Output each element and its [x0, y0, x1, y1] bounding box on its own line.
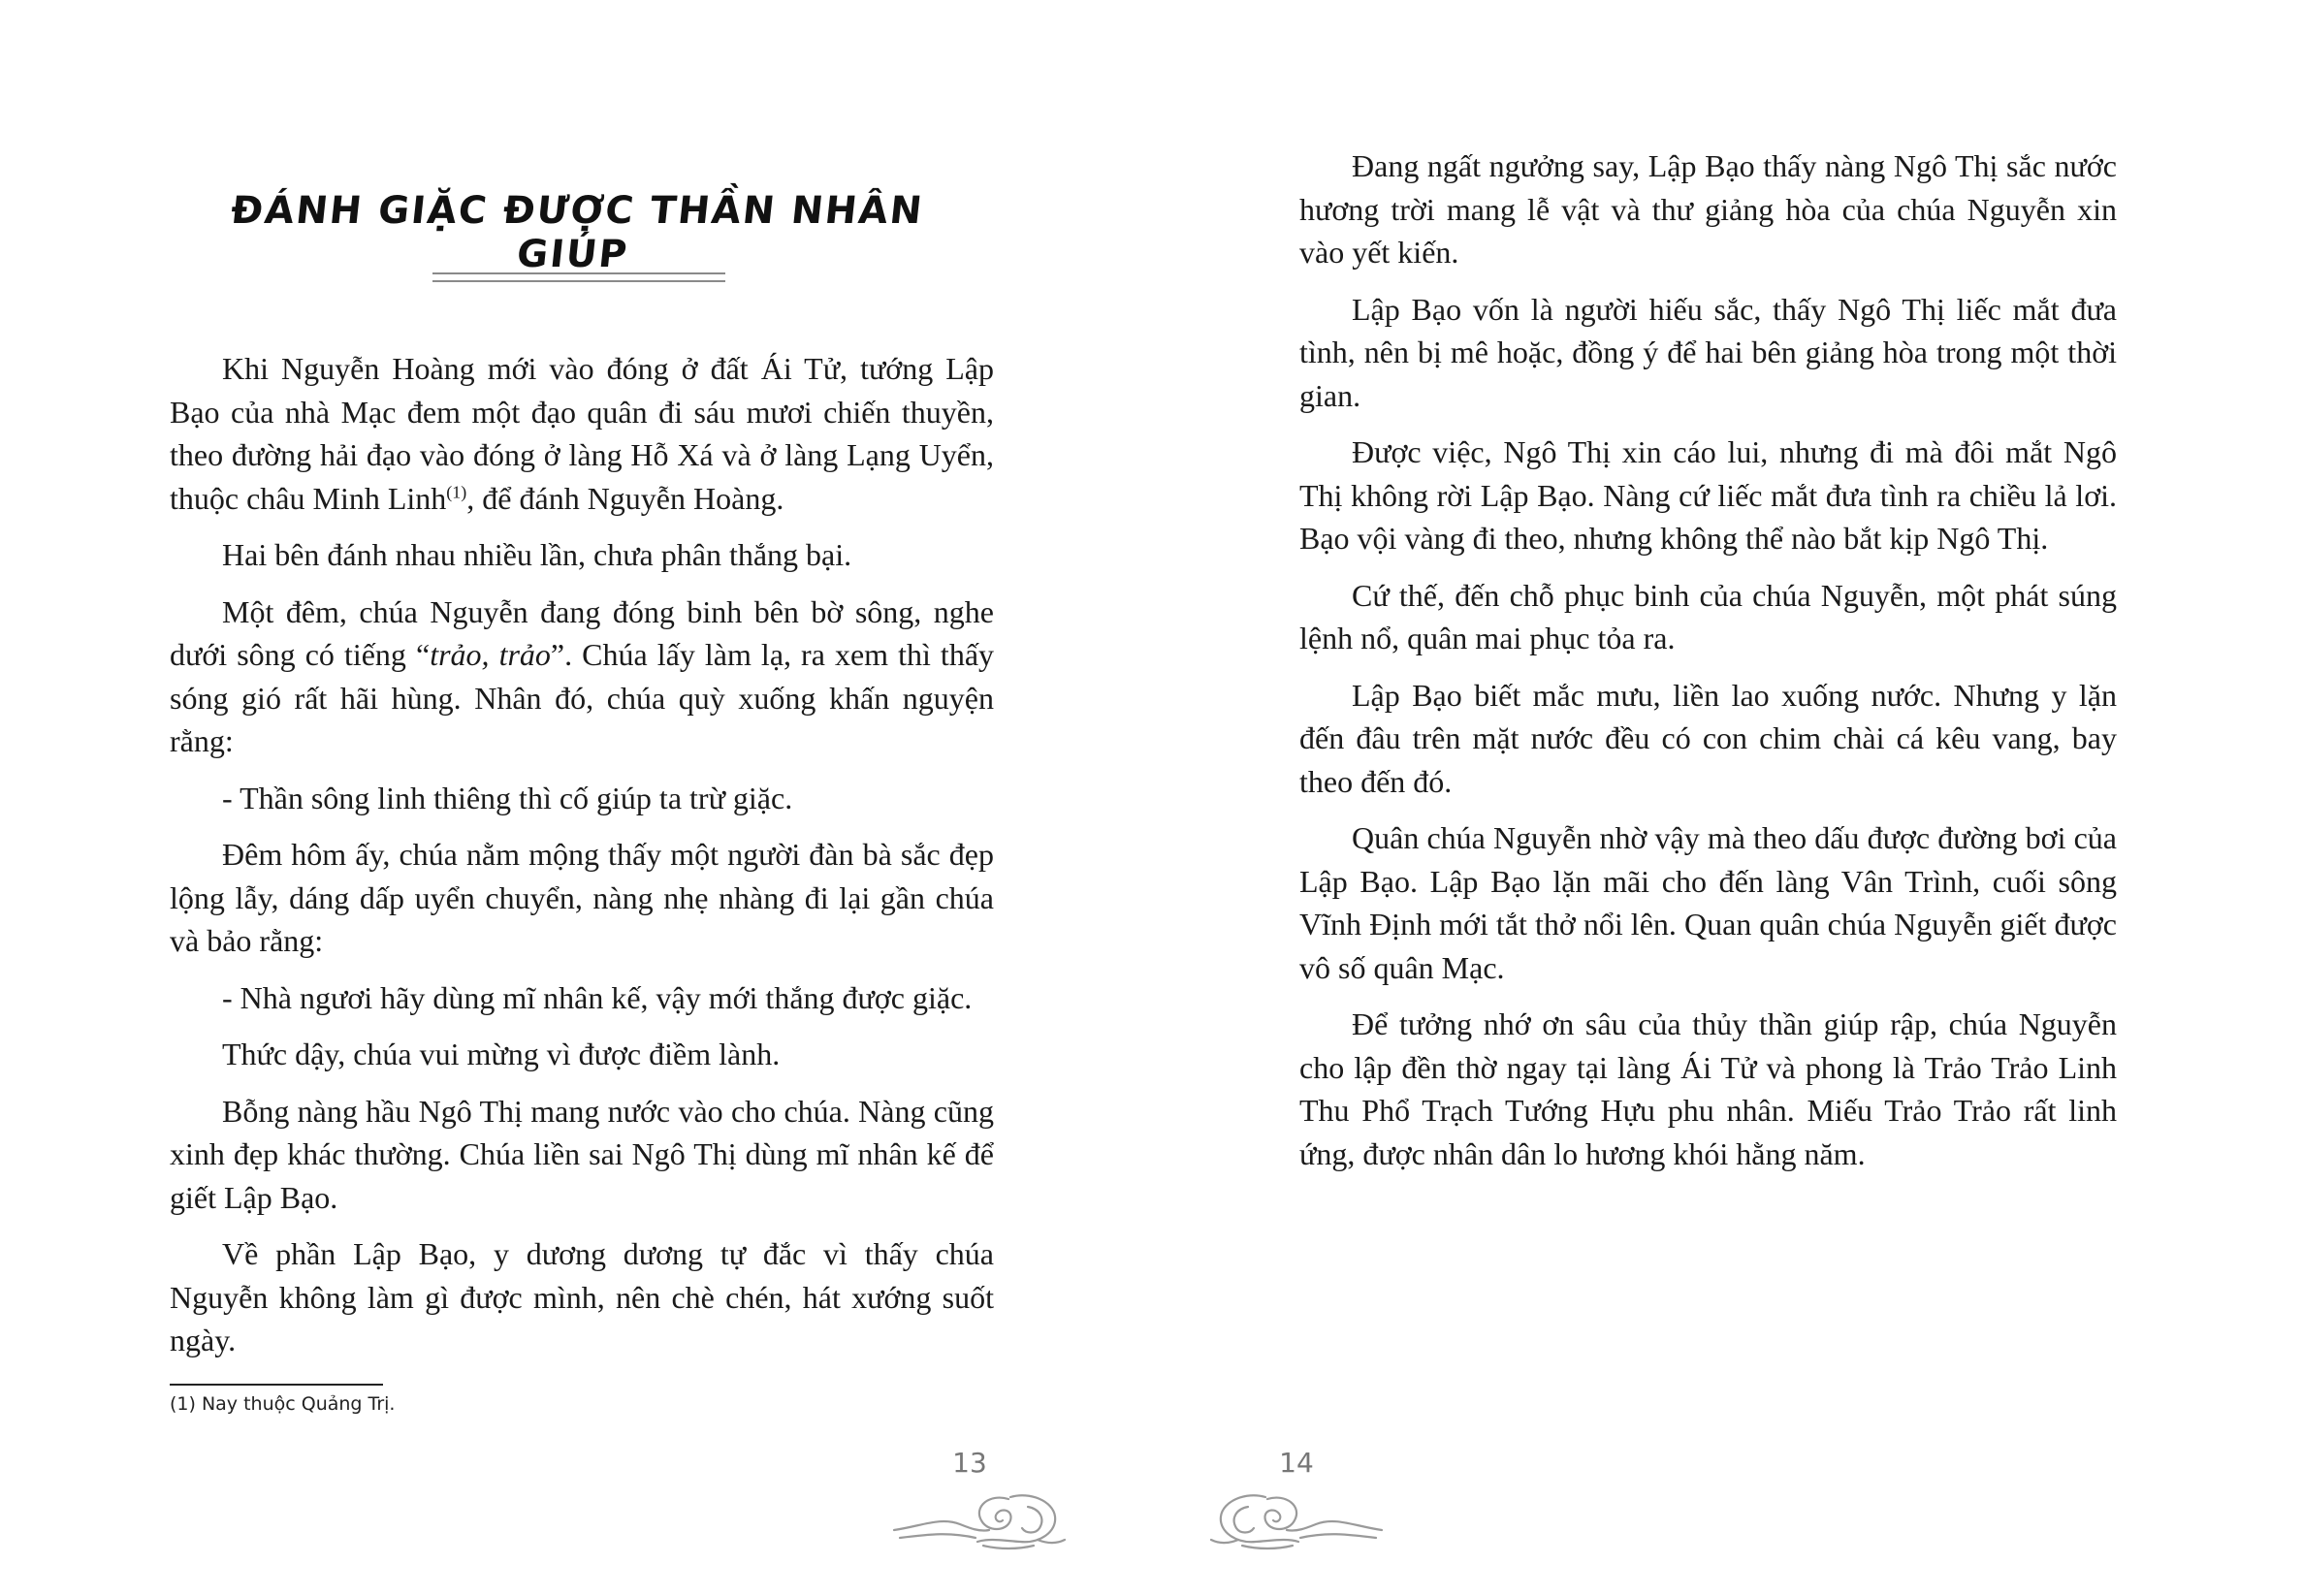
left-page — [0, 0, 1151, 1596]
paragraph: Đêm hôm ấy, chúa nằm mộng thấy một người đàn bà sắc đẹp lộng lẫy, dáng dấp uyển chuyển, nàng nhẹ nhàng đi lại gần chúa và bảo rằng: — [170, 837, 994, 958]
cloud-ornament-icon — [892, 1487, 1067, 1551]
page-folio-right — [1209, 1447, 1384, 1553]
paragraph: Lập Bạo vốn là người hiếu sắc, thấy Ngô Thị liếc mắt đưa tình, nên bị mê hoặc, đồng ý để hai bên giảng hòa trong một thời gian. — [1299, 291, 2117, 413]
right-body-text — [1299, 144, 2117, 1189]
page-number: 14 — [1279, 1447, 1314, 1479]
paragraph: Đang ngất ngưởng say, Lập Bạo thấy nàng Ngô Thị sắc nước hương trời mang lễ vật và thư giảng hòa của chúa Nguyễn xin vào yết kiến. — [1299, 148, 2117, 270]
italic-sound: trảo, trảo — [430, 637, 551, 672]
title-double-rule — [432, 272, 725, 282]
paragraph: Hai bên đánh nhau nhiều lần, chưa phân thắng bại. — [222, 537, 852, 572]
paragraph: - Nhà ngươi hãy dùng mĩ nhân kế, vậy mới thắng được giặc. — [222, 979, 973, 1015]
left-body-text — [170, 347, 994, 1376]
footnote: (1) Nay thuộc Quảng Trị. — [170, 1393, 396, 1415]
footnote-rule — [170, 1384, 383, 1386]
page-number: 13 — [952, 1447, 987, 1479]
paragraph: Cứ thế, đến chỗ phục binh của chúa Nguyễn, một phát súng lệnh nổ, quân mai phục tỏa ra. — [1299, 577, 2117, 655]
footnote-reference: (1) — [446, 481, 467, 501]
page-folio-left — [892, 1447, 1067, 1553]
paragraph: Lập Bạo biết mắc mưu, liền lao xuống nước. Nhưng y lặn đến đâu trên mặt nước đều có con chim chài cá kêu vang, bay theo đến đó. — [1299, 677, 2117, 799]
paragraph: Được việc, Ngô Thị xin cáo lui, nhưng đi mà đôi mắt Ngô Thị không rời Lập Bạo. Nàng cứ liếc mắt đưa tình ra chiều lả lơi. Bạo vội vàng đi theo, nhưng không thể nào bắt kịp Ngô Thị. — [1299, 434, 2117, 556]
paragraph: Khi Nguyễn Hoàng mới vào đóng ở đất Ái Tử, tướng Lập Bạo của nhà Mạc đem một đạo quân đi sáu mươi chiến thuyền, theo đường hải đạo vào đóng ở làng Hỗ Xá và ở làng Lạng Uyển, thuộc châu Minh Linh$^{(1)}$, để đánh Nguyễn Hoàng. — [170, 351, 994, 516]
paragraph: Về phần Lập Bạo, y dương dương tự đắc vì thấy chúa Nguyễn không làm gì được mình, nên chè chén, hát xướng suốt ngày. — [170, 1236, 994, 1357]
cloud-ornament-icon — [1209, 1487, 1384, 1551]
paragraph: Bỗng nàng hầu Ngô Thị mang nước vào cho chúa. Nàng cũng xinh đẹp khác thường. Chúa liền sai Ngô Thị dùng mĩ nhân kế để giết Lập Bạo. — [170, 1093, 994, 1215]
paragraph: - Thần sông linh thiêng thì cố giúp ta trừ giặc. — [222, 780, 793, 815]
paragraph: Để tưởng nhớ ơn sâu của thủy thần giúp rập, chúa Nguyễn cho lập đền thờ ngay tại làng Ái Tử và phong là Trảo Trảo Linh Thu Phổ Trạch Tướng Hựu phu nhân. Miếu Trảo Trảo rất linh ứng, được nhân dân lo hương khói hằng năm. — [1299, 1006, 2117, 1171]
chapter-title: ĐÁNH GIẶC ĐƯỢC THẦN NHÂN GIÚP — [229, 189, 926, 276]
paragraph: Quân chúa Nguyễn nhờ vậy mà theo dấu được đường bơi của Lập Bạo. Lập Bạo lặn mãi cho đến làng Vân Trình, cuối sông Vĩnh Định mới tắt thở nổi lên. Quan quân chúa Nguyễn giết được vô số quân Mạc. — [1299, 820, 2117, 985]
right-page — [1151, 0, 2303, 1596]
paragraph: Một đêm, chúa Nguyễn đang đóng binh bên bờ sông, nghe dưới sông có tiếng “trảo, trảo”. Chúa lấy làm lạ, ra xem thì thấy sóng gió rất hãi hùng. Nhân đó, chúa quỳ xuống khấn nguyện rằng: — [170, 593, 995, 758]
paragraph: Thức dậy, chúa vui mừng vì được điềm lành. — [222, 1037, 781, 1071]
